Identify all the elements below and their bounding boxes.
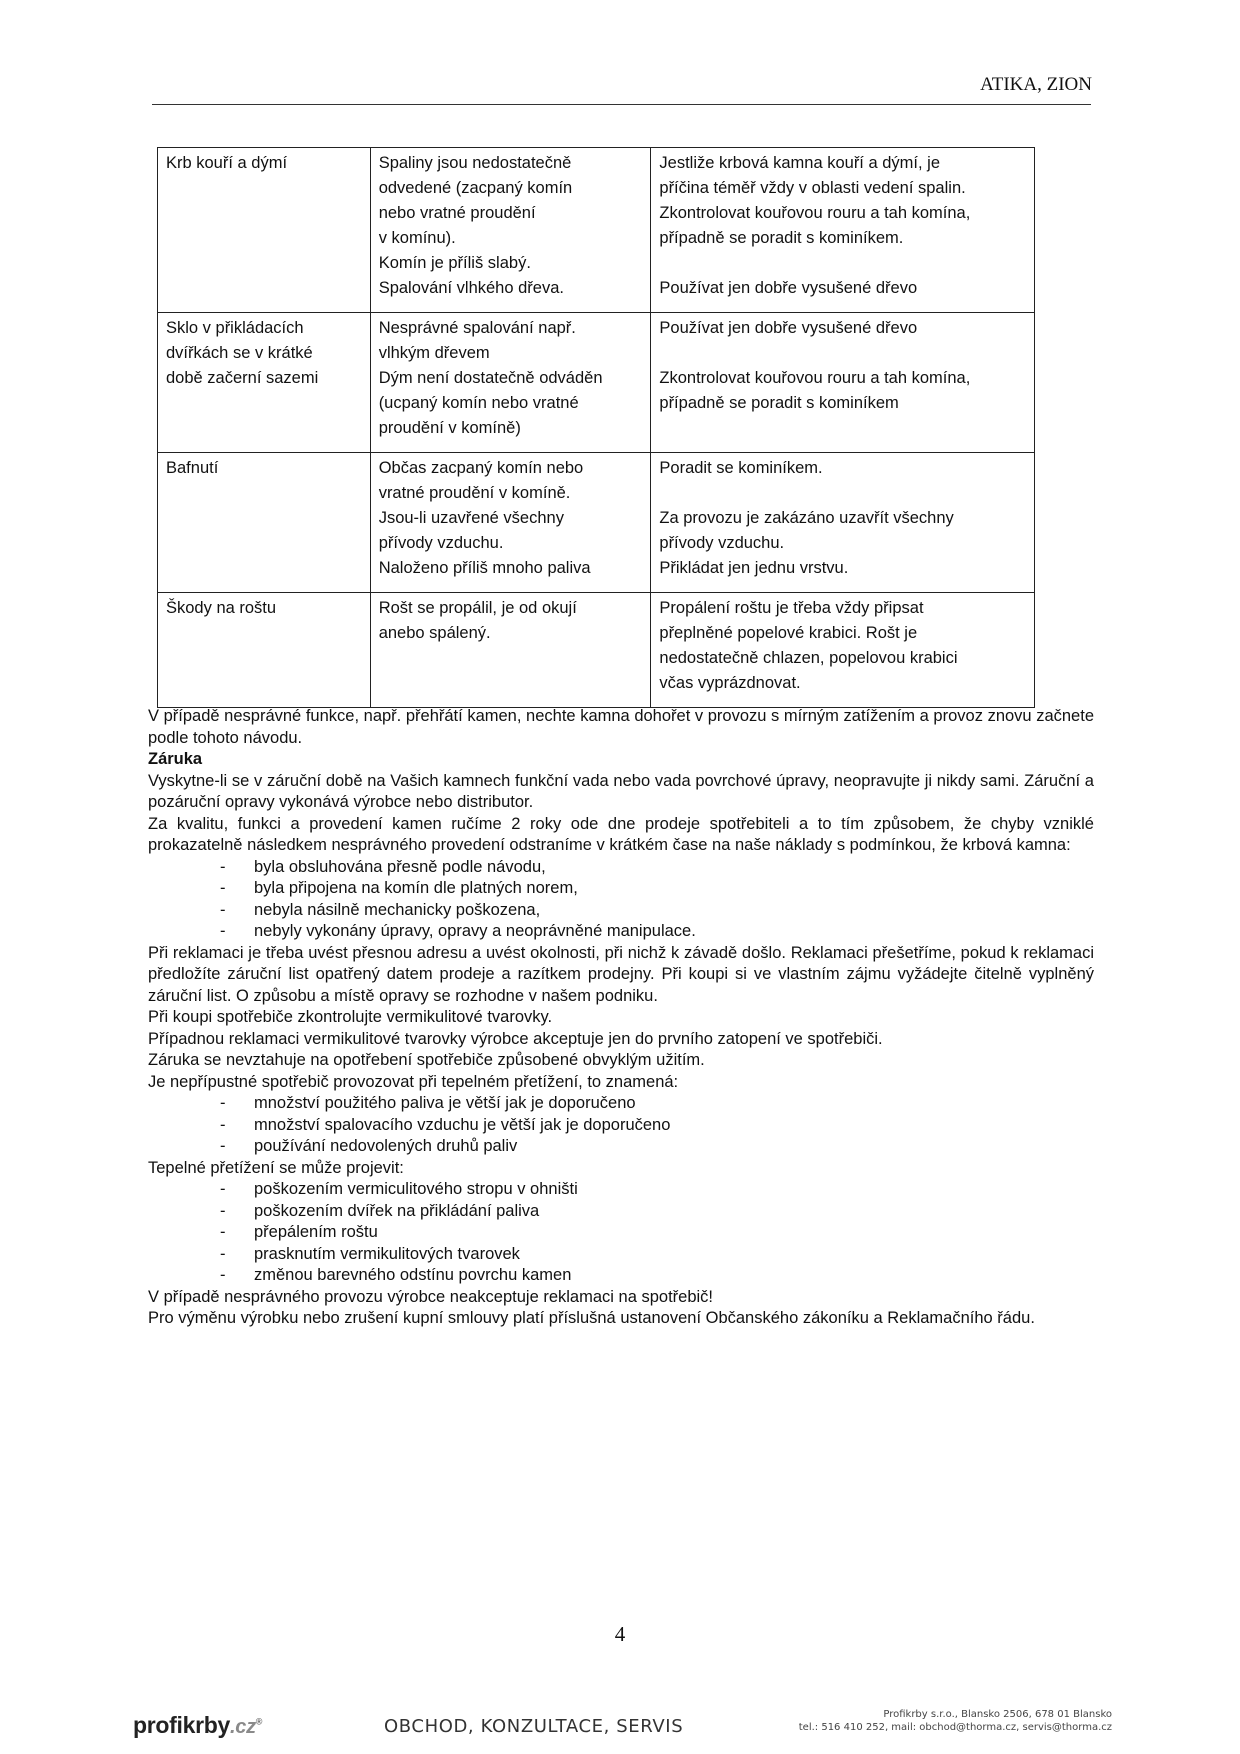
company-contacts: tel.: 516 410 252, mail: obchod@thorma.cz, servis@thorma.cz — [798, 1722, 1112, 1733]
cell-line: Spalování vlhkého dřeva. — [378, 279, 564, 297]
manifest-list — [148, 1179, 1094, 1287]
cell-line: Poradit se kominíkem. — [659, 459, 823, 477]
troubleshooting-table — [157, 147, 1035, 708]
list-item: - nebyla násilně mechanicky poškozena, — [148, 900, 1094, 922]
cell-line: Propálení roštu je třeba vždy připsat — [659, 599, 924, 617]
cell-line: Škody na roštu — [166, 599, 277, 617]
list-item: - byla obsluhována přesně podle návodu, — [148, 857, 1094, 879]
warranty-paragraph-2: Za kvalitu, funkci a provedení kamen ručíme 2 roky ode dne prodeje spotřebiteli a to tím způsobem, že chyby vzniklé prokazatelně následkem nesprávného provedení odstraníme v krátkém čase na naše náklady s podmínkou, že krbová kamna: — [148, 814, 1094, 854]
improper-use-line: V případě nesprávného provozu výrobce neakceptuje reklamaci na spotřebič! — [148, 1287, 713, 1306]
manifest-line: Tepelné přetížení se může projevit: — [148, 1158, 404, 1177]
list-item: - množství spalovacího vzduchu je větší jak je doporučeno — [148, 1115, 1094, 1137]
intro-paragraph: V případě nesprávné funkce, např. přehřátí kamen, nechte kamna dohořet v provozu s mírným zatížením a provoz znovu začnete podle tohoto návodu. — [148, 707, 1094, 747]
cell-line: přívody vzduchu. — [378, 534, 504, 552]
list-item: - používání nedovolených druhů paliv — [148, 1136, 1094, 1158]
table-row — [158, 148, 1035, 313]
check-line: Při koupi spotřebiče zkontrolujte vermikulitové tvarovky. — [148, 1008, 553, 1026]
cell-line: dvířkách se v krátké — [166, 344, 313, 362]
overheat-line: Je nepřípustné spotřebič provozovat při tepelném přetížení, to znamená: — [148, 1072, 679, 1091]
cell-line: Jsou-li uzavřené všechny — [378, 509, 564, 527]
wear-line: Záruka se nevztahuje na opotřebení spotřebiče způsobené obvyklým užitím. — [148, 1051, 705, 1069]
cause-cell — [370, 313, 651, 453]
table-row — [158, 453, 1035, 593]
cause-cell — [370, 453, 651, 593]
cell-line: nebo vratné proudění — [378, 204, 536, 222]
cell-line: Spaliny jsou nedostatečně — [378, 154, 572, 172]
logo-main: profikrby — [133, 1712, 230, 1738]
cell-line: Přikládat jen jednu vrstvu. — [659, 559, 849, 577]
cell-line: Komín je příliš slabý. — [378, 254, 531, 272]
problem-cell — [158, 593, 371, 708]
cell-line: přívody vzduchu. — [659, 534, 785, 552]
cell-line: příčina téměř vždy v oblasti vedení spalin. — [659, 179, 966, 197]
cell-line: proudění v komíně) — [378, 419, 521, 437]
cell-line: Používat jen dobře vysušené dřevo — [659, 319, 918, 337]
vermiculite-line: Případnou reklamaci vermikulitové tvarovky výrobce akceptuje jen do prvního zatopení ve spotřebiči. — [148, 1029, 883, 1048]
cell-line: Jestliže krbová kamna kouří a dýmí, je — [659, 154, 941, 172]
cell-line: případně se poradit s kominíkem — [659, 394, 899, 412]
cell-line: Sklo v přikládacích — [166, 319, 304, 337]
footer-company-info — [799, 1708, 1112, 1734]
cell-line: Zkontrolovat kouřovou rouru a tah komína, — [659, 369, 971, 387]
table-row — [158, 313, 1035, 453]
cell-line: vlhkým dřevem — [378, 344, 490, 362]
cell-line: (ucpaný komín nebo vratné — [378, 394, 579, 412]
cause-cell — [370, 148, 651, 313]
cell-line: v komínu). — [378, 229, 456, 247]
cell-line: Zkontrolovat kouřovou rouru a tah komína, — [659, 204, 971, 222]
header-rule — [152, 104, 1091, 105]
cell-line: Krb kouří a dýmí — [166, 154, 288, 172]
remedy-cell — [651, 593, 1035, 708]
list-item: - změnou barevného odstínu povrchu kamen — [148, 1265, 1094, 1287]
cell-line — [659, 341, 1026, 366]
claims-paragraph: Při reklamaci je třeba uvést přesnou adresu a uvést okolnosti, při nichž k závadě došlo. Reklamaci přešetříme, pokud k reklamaci předložíte záruční list opatřený datem prodeje a razítkem prodejny. Při koupi si ve vlastním zájmu vyžádejte čitelně vyplněný záruční list. O způsobu a místě opravy se rozhodne v našem podniku. — [148, 943, 1094, 1005]
list-item: - přepálením roštu — [148, 1222, 1094, 1244]
cell-line: anebo spálený. — [378, 624, 491, 642]
cell-line: Používat jen dobře vysušené dřevo — [659, 279, 918, 297]
cell-line: Bafnutí — [166, 459, 219, 477]
list-item: - poškozením vermiculitového stropu v ohništi — [148, 1179, 1094, 1201]
cell-line: Občas zacpaný komín nebo — [378, 459, 584, 477]
list-item: - nebyly vykonány úpravy, opravy a neoprávněné manipulace. — [148, 921, 1094, 943]
cell-line: Nesprávné spalování např. — [378, 319, 576, 337]
remedy-cell — [651, 453, 1035, 593]
problem-cell — [158, 453, 371, 593]
footer-tagline: OBCHOD, KONZULTACE, SERVIS — [384, 1716, 684, 1737]
list-item: - prasknutím vermikulitových tvarovek — [148, 1244, 1094, 1266]
company-address: Profikrby s.r.o., Blansko 2506, 678 01 Blansko — [883, 1709, 1112, 1720]
problem-cell — [158, 313, 371, 453]
list-item: - byla připojena na komín dle platných norem, — [148, 878, 1094, 900]
closing-paragraph: Pro výměnu výrobku nebo zrušení kupní smlouvy platí příslušná ustanovení Občanského zákoníku a Reklamačního řádu. — [148, 1309, 1035, 1327]
page-number: 4 — [614, 1622, 626, 1646]
overheat-list — [148, 1093, 1094, 1158]
cell-line: nedostatečně chlazen, popelovou krabici — [659, 649, 958, 667]
cell-line — [659, 481, 1026, 506]
footer-logo — [133, 1712, 262, 1739]
cell-line — [659, 251, 1026, 276]
cell-line: Rošt se propálil, je od okují — [378, 599, 577, 617]
list-item: - množství použitého paliva je větší jak je doporučeno — [148, 1093, 1094, 1115]
cell-line: Naloženo příliš mnoho paliva — [378, 559, 591, 577]
cell-line: případně se poradit s kominíkem. — [659, 229, 904, 247]
warranty-paragraph-1: Vyskytne-li se v záruční době na Vašich kamnech funkční vada nebo vada povrchové úpravy, neopravujte ji nikdy sami. Záruční a pozáruční opravy vykonává výrobce nebo distributor. — [148, 771, 1094, 811]
problem-cell — [158, 148, 371, 313]
warranty-conditions-list — [148, 857, 1094, 943]
body-text — [148, 706, 1094, 1330]
logo-tld: .cz — [229, 1716, 256, 1738]
cell-line: době začerní sazemi — [166, 369, 319, 387]
cell-line: odvedené (zacpaný komín — [378, 179, 573, 197]
cell-line: Za provozu je zakázáno uzavřít všechny — [659, 509, 954, 527]
header-title: ATIKA, ZION — [980, 74, 1092, 95]
cause-cell — [370, 593, 651, 708]
remedy-cell — [651, 148, 1035, 313]
cell-line: vratné proudění v komíně. — [378, 484, 571, 502]
remedy-cell — [651, 313, 1035, 453]
logo-registered: ® — [255, 1716, 263, 1727]
warranty-heading: Záruka — [148, 750, 203, 768]
list-item: - poškozením dvířek na přikládání paliva — [148, 1201, 1094, 1223]
cell-line: přeplněné popelové krabici. Rošt je — [659, 624, 918, 642]
table-row — [158, 593, 1035, 708]
cell-line: včas vyprázdnovat. — [659, 674, 801, 692]
cell-line: Dým není dostatečně odváděn — [378, 369, 603, 387]
